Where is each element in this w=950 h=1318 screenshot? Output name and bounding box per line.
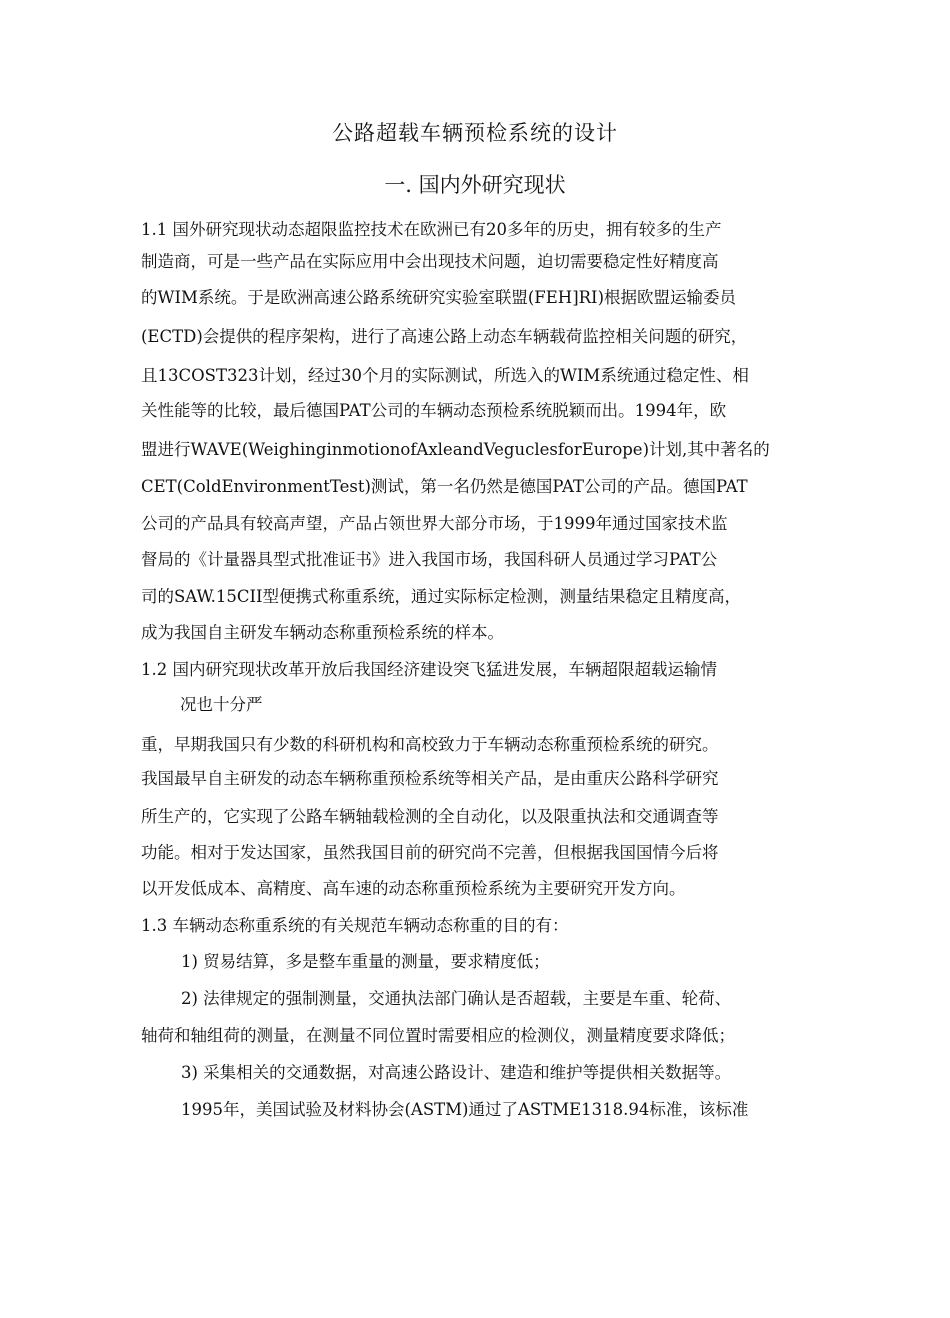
paragraph-line: 的WIM系统。于是欧洲高速公路系统研究实验室联盟(FEH]RI)根据欧盟运输委员: [141, 288, 737, 307]
section-heading: 一. 国内外研究现状: [384, 173, 566, 197]
paragraph-line: 功能。相对于发达国家，虽然我国目前的研究尚不完善，但根据我国国情今后将: [141, 843, 719, 862]
paragraph-line: 以开发低成本、高精度、高车速的动态称重预检系统为主要研究开发方向。: [141, 879, 686, 898]
paragraph-line: 1.3 车辆动态称重系统的有关规范车辆动态称重的目的有：: [141, 916, 569, 935]
list-item: 3) 采集相关的交通数据，对高速公路设计、建造和维护等提供相关数据等。: [181, 1063, 732, 1082]
paragraph-line: 1.1 国外研究现状动态超限监控技术在欧洲已有20多年的历史，拥有较多的生产: [141, 220, 722, 239]
paragraph-line: 督局的《计量器具型式批准证书》进入我国市场，我国科研人员通过学习PAT公: [141, 550, 718, 569]
paragraph-line: 关性能等的比较，最后德国PAT公司的车辆动态预检系统脱颖而出。1994年，欧: [141, 401, 727, 420]
paragraph-line: 轴荷和轴组荷的测量，在测量不同位置时需要相应的检测仪，测量精度要求降低；: [141, 1026, 735, 1045]
paragraph-line: 况也十分严: [180, 695, 263, 714]
paragraph-line: CET(ColdEnvironmentTest)测试，第一名仍然是德国PAT公司的产品。德国PAT: [141, 477, 748, 496]
paragraph-line: 制造商，可是一些产品在实际应用中会出现技术问题，迫切需要稳定性好精度高: [141, 252, 719, 271]
paragraph-line: 我国最早自主研发的动态车辆称重预检系统等相关产品，是由重庆公路科学研究: [141, 769, 719, 788]
list-item: 2) 法律规定的强制测量，交通执法部门确认是否超载，主要是车重、轮荷、: [181, 989, 732, 1008]
paragraph-line: 1.2 国内研究现状改革开放后我国经济建设突飞猛进发展，车辆超限超载运输情: [141, 660, 717, 679]
document-title: 公路超载车辆预检系统的设计: [332, 121, 618, 145]
paragraph-line: 公司的产品具有较高声望，产品占领世界大部分市场，于1999年通过国家技术监: [141, 514, 728, 533]
list-item: 1) 贸易结算，多是整车重量的测量，要求精度低；: [181, 952, 550, 971]
paragraph-line: 盟进行WAVE(WeighinginmotionofAxleandVeguclesforEurope)计划,其中著名的: [141, 440, 770, 459]
paragraph-line: 且13COST323计划，经过30个月的实际测试，所选入的WIM系统通过稳定性、相: [141, 366, 749, 385]
paragraph-line: 所生产的，它实现了公路车辆轴载检测的全自动化，以及限重执法和交通调查等: [141, 807, 719, 826]
paragraph-line: (ECTD)会提供的程序架构，进行了高速公路上动态车辆载荷监控相关问题的研究，: [141, 327, 748, 346]
paragraph-line: 成为我国自主研发车辆动态称重预检系统的样本。: [141, 623, 504, 642]
paragraph-line: 司的SAW.15CII型便携式称重系统，通过实际标定检测，测量结果稳定且精度高，: [141, 587, 742, 606]
paragraph-line: 重，早期我国只有少数的科研机构和高校致力于车辆动态称重预检系统的研究。: [141, 735, 719, 754]
paragraph-line: 1995年，美国试验及材料协会(ASTM)通过了ASTME1318.94标准，该标准: [181, 1100, 749, 1119]
